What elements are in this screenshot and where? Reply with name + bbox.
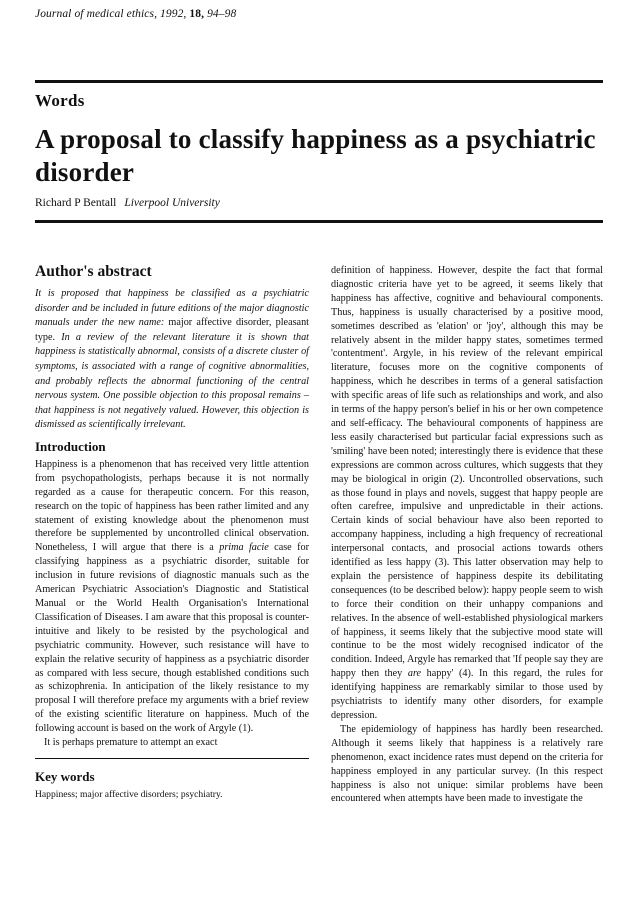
abstract-heading: Author's abstract bbox=[35, 263, 152, 280]
right-paragraph-1 bbox=[331, 264, 603, 723]
author-affiliation: Liverpool University bbox=[124, 197, 220, 209]
intro-p1-part-1: Happiness is a phenomenon that has received very little attention from psychopathologists, perhaps because it is not normally regarded as a cause for therapeutic concern. For this reason, research on the topic of happiness has been rather limited and any statement of existing knowledge about the phenomenon must therefore be supplemented by uncontrolled clinical observation. Nonetheless, I will argue that there is a bbox=[35, 458, 309, 554]
right-p1-part-3: happy' (4). In this regard, the rules for identifying happiness are remarkably similar to those used by psychiatrists to identify many other disorders, for example depression. bbox=[331, 668, 604, 721]
byline-rule bbox=[35, 220, 603, 223]
right-p1-part-1: definition of happiness. However, despite the fact that formal diagnostic criteria have yet to be agreed, it seems likely that happiness has affective, cognitive and behavioural components. Thus, happiness is usually characterised by a positive mood, sometimes described as 'elation' or 'joy', although this may be relatively absent in the milder happy states, sometimes termed 'contentment'. Argyle, in his review of the relevant empirical literature, focuses more on the cognitive components of happiness, which he describes in terms of a general satisfaction with specific areas of life such as relationships and work, and also in terms of the happy person's belief in his or her own competence and self-efficacy. The behavioural components of happiness are less easily characterised but particular facial expressions such as 'smiling' have been noted; interestingly there is evidence that these expressions are common across cultures, which suggests that they may be biological in origin (2). Uncontrolled observations, such as those found in plays and novels, suggest that happy people are often carefree, impulsive and unpredictable in their actions. Certain kinds of social behaviour have also been reported to accompany happiness, including a high frequency of recreational interpersonal contacts, and prosocial actions towards others identified as less happy (3). This latter observation may help to explain the persistence of happiness despite its debilitating consequences (to be described below): happy people seem to wish to force their condition on their unhappy companions and relatives. In the absence of well-established physiological markers of happiness, it seems likely that the subjective mood state will continue to be the most widely recognised indicator of the condition. Indeed, Argyle has remarked that 'If people say they are happy then they bbox=[331, 265, 603, 680]
intro-p1-italic: prima facie bbox=[219, 542, 269, 554]
author-name: Richard P Bentall bbox=[35, 197, 117, 209]
right-column bbox=[331, 264, 603, 806]
keywords-heading: Key words bbox=[35, 768, 95, 784]
journal-name: Journal of medical ethics, 1992, bbox=[35, 8, 187, 20]
journal-citation bbox=[35, 8, 236, 20]
abstract-text bbox=[35, 287, 309, 433]
journal-pages: 94–98 bbox=[207, 8, 237, 20]
introduction-heading: Introduction bbox=[35, 438, 106, 454]
section-label: Words bbox=[35, 91, 85, 110]
keywords-rule bbox=[35, 758, 309, 759]
abstract-part-1: It is proposed that happiness be classified as a psychiatric disorder and be included in future editions of the major diagnostic manuals under the new name: bbox=[35, 288, 309, 329]
byline bbox=[35, 197, 220, 209]
introduction-paragraph-2: It is perhaps premature to attempt an exact bbox=[44, 737, 218, 749]
journal-volume: 18, bbox=[189, 8, 205, 20]
abstract-part-3: In a review of the relevant literature it is shown that happiness is statistically abnormal, consists of a discrete cluster of symptoms, is associated with a range of cognitive abnormalities, and probably reflects the abnormal functioning of the central nervous system. One possible objection to this proposal remains – that happiness is not negatively valued. However, this objection is dismissed as scientifically irrelevant. bbox=[35, 331, 309, 431]
right-p1-italic: are bbox=[407, 668, 422, 680]
intro-p1-part-3: case for classifying happiness as a psychiatric disorder, suitable for inclusion in future revisions of diagnostic manuals such as the American Psychiatric Association's Diagnostic and Statistical Manual or the World Health Organisation's International Classification of Diseases. I am aware that this proposal is counter-intuitive and likely to be resisted by the psychological and psychiatric community. However, such resistance will have to explain the relative security of happiness as a psychiatric disorder as compared with less secure, though established conditions such as schizophrenia. In anticipation of the likely resistance to my proposal I will therefore preface my arguments with a brief review of the existing scientific literature on happiness. Much of the following account is based on the work of Argyle (1). bbox=[35, 542, 309, 735]
left-column bbox=[35, 262, 309, 801]
right-paragraph-2: The epidemiology of happiness has hardly been researched. Although it seems likely that happiness is a relatively rare phenomenon, exact incidence rates must depend on the criteria for happiness employed in any particular survey. (In this respect happiness is also not unique: similar problems have been encountered when attempts have been made to investigate the bbox=[331, 723, 603, 805]
introduction-paragraph-1 bbox=[35, 458, 309, 736]
header-rule bbox=[35, 80, 603, 83]
keywords-text: Happiness; major affective disorders; psychiatry. bbox=[35, 788, 223, 800]
abstract-part-2: major affective disorder, pleasant type. bbox=[35, 317, 310, 343]
article-title: A proposal to classify happiness as a psychiatric disorder bbox=[35, 124, 596, 187]
